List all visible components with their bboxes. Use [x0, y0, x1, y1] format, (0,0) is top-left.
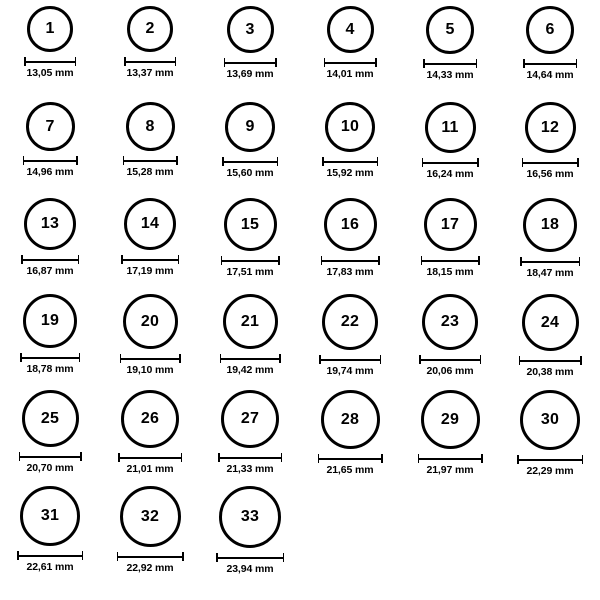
dimension-bar-icon [17, 551, 83, 559]
ring-circle [219, 486, 281, 548]
diameter-dimension [517, 455, 583, 481]
diameter-dimension [24, 57, 76, 83]
ring-circle [221, 390, 279, 448]
diameter-label: 21,97 mm [426, 464, 474, 476]
diameter-dimension [221, 256, 280, 282]
ring-circle [520, 390, 580, 450]
ring-size-cell[interactable] [0, 486, 100, 582]
diameter-label: 23,94 mm [226, 563, 274, 575]
dimension-bar-icon [522, 158, 579, 166]
diameter-label: 15,28 mm [126, 166, 174, 178]
ring-size-cell[interactable] [400, 294, 500, 390]
ring-circle [26, 102, 75, 151]
diameter-label: 13,37 mm [126, 67, 174, 79]
ring-circle [23, 294, 77, 348]
ring-size-cell[interactable] [500, 390, 600, 486]
ring-size-cell[interactable] [0, 102, 100, 198]
ring-size-cell[interactable] [200, 102, 300, 198]
dimension-bar-icon [221, 256, 280, 264]
ring-size-label: 14 [140, 215, 160, 232]
dimension-bar-icon [519, 356, 582, 364]
ring-circle [523, 198, 577, 252]
dimension-bar-icon [121, 255, 179, 263]
diameter-dimension [318, 454, 383, 480]
diameter-label: 19,74 mm [326, 365, 374, 377]
ring-size-cell[interactable] [500, 198, 600, 294]
dimension-bar-icon [120, 354, 181, 362]
dimension-bar-icon [124, 57, 176, 65]
ring-size-cell[interactable] [200, 390, 300, 486]
dimension-bar-icon [224, 58, 277, 66]
ring-size-cell[interactable] [300, 198, 400, 294]
diameter-label: 19,42 mm [226, 364, 274, 376]
dimension-bar-icon [220, 354, 281, 362]
diameter-label: 14,01 mm [326, 68, 374, 80]
diameter-label: 15,92 mm [326, 167, 374, 179]
dimension-bar-icon [421, 256, 480, 264]
ring-size-label: 18 [540, 216, 560, 233]
dimension-bar-icon [520, 257, 580, 265]
dimension-bar-icon [422, 158, 479, 166]
ring-size-label: 13 [40, 215, 60, 232]
diameter-dimension [120, 354, 181, 380]
ring-circle [120, 486, 181, 547]
diameter-dimension [418, 454, 483, 480]
ring-circle [223, 294, 278, 349]
diameter-label: 15,60 mm [226, 167, 274, 179]
diameter-label: 16,56 mm [526, 168, 574, 180]
ring-circle [22, 390, 79, 447]
diameter-label: 18,15 mm [426, 266, 474, 278]
ring-size-label: 11 [441, 118, 459, 136]
dimension-bar-icon [322, 157, 378, 165]
ring-size-cell[interactable] [200, 198, 300, 294]
ring-size-label: 19 [40, 312, 60, 329]
ring-size-label: 30 [540, 411, 560, 428]
ring-size-cell[interactable] [300, 102, 400, 198]
ring-circle [322, 294, 378, 350]
dimension-bar-icon [117, 552, 184, 560]
diameter-label: 16,87 mm [26, 265, 74, 277]
ring-size-label: 7 [45, 117, 55, 135]
diameter-label: 21,01 mm [126, 463, 174, 475]
ring-circle [127, 6, 173, 52]
diameter-dimension [218, 453, 282, 479]
diameter-dimension [222, 157, 278, 183]
ring-size-cell[interactable] [500, 294, 600, 390]
dimension-bar-icon [24, 57, 76, 65]
ring-size-label: 12 [540, 118, 560, 136]
diameter-label: 14,33 mm [426, 69, 474, 81]
ring-size-label: 1 [45, 20, 55, 37]
diameter-dimension [523, 59, 577, 85]
dimension-bar-icon [324, 58, 377, 66]
dimension-bar-icon [419, 355, 481, 363]
ring-circle [126, 102, 175, 151]
dimension-bar-icon [222, 157, 278, 165]
diameter-label: 22,61 mm [26, 561, 74, 573]
diameter-dimension [422, 158, 479, 184]
ring-size-cell[interactable] [300, 390, 400, 486]
dimension-bar-icon [118, 453, 182, 461]
ring-circle [324, 198, 377, 251]
diameter-label: 17,83 mm [326, 266, 374, 278]
dimension-bar-icon [216, 553, 284, 561]
ring-circle [27, 6, 73, 52]
diameter-dimension [421, 256, 480, 282]
ring-size-label: 32 [140, 507, 160, 525]
diameter-label: 22,92 mm [126, 562, 174, 574]
ring-size-label: 17 [440, 215, 460, 233]
ring-circle [327, 6, 374, 53]
diameter-label: 13,69 mm [226, 68, 274, 80]
ring-size-cell[interactable] [100, 102, 200, 198]
diameter-dimension [118, 453, 182, 479]
ring-circle [422, 294, 478, 350]
ring-size-label: 33 [240, 508, 260, 525]
ring-circle [525, 102, 576, 153]
dimension-bar-icon [19, 452, 82, 460]
ring-circle [526, 6, 574, 54]
ring-size-cell[interactable] [0, 6, 100, 102]
ring-size-cell[interactable] [200, 6, 300, 102]
ring-size-label: 6 [545, 21, 555, 38]
ring-size-cell[interactable] [500, 102, 600, 198]
dimension-bar-icon [218, 453, 282, 461]
ring-size-cell[interactable] [200, 486, 300, 582]
ring-size-cell[interactable] [300, 294, 400, 390]
ring-circle [224, 198, 277, 251]
ring-circle [321, 390, 380, 449]
diameter-label: 16,24 mm [426, 168, 474, 180]
ring-size-label: 27 [240, 410, 260, 427]
diameter-label: 21,65 mm [326, 464, 374, 476]
ring-circle [124, 198, 176, 250]
ring-size-label: 23 [440, 313, 460, 330]
ring-size-cell[interactable] [0, 198, 100, 294]
diameter-label: 21,33 mm [226, 463, 274, 475]
ring-size-label: 22 [340, 313, 360, 330]
ring-circle [421, 390, 480, 449]
ring-size-cell[interactable] [300, 6, 400, 102]
diameter-dimension [19, 452, 82, 478]
diameter-label: 18,47 mm [526, 267, 574, 279]
ring-circle [123, 294, 178, 349]
diameter-dimension [17, 551, 83, 577]
ring-size-cell[interactable] [100, 486, 200, 582]
dimension-bar-icon [423, 59, 477, 67]
ring-size-label: 29 [440, 410, 460, 428]
ring-size-cell[interactable] [200, 294, 300, 390]
diameter-dimension [322, 157, 378, 183]
ring-size-cell[interactable] [0, 390, 100, 486]
ring-size-cell[interactable] [400, 6, 500, 102]
diameter-dimension [423, 59, 477, 85]
diameter-label: 20,70 mm [26, 462, 74, 474]
dimension-bar-icon [319, 355, 381, 363]
ring-size-cell[interactable] [100, 390, 200, 486]
ring-size-label: 10 [340, 118, 360, 135]
diameter-label: 13,05 mm [26, 67, 74, 79]
ring-size-cell[interactable] [0, 294, 100, 390]
diameter-dimension [117, 552, 184, 578]
ring-circle [227, 6, 274, 53]
diameter-dimension [519, 356, 582, 382]
ring-size-label: 4 [345, 20, 355, 38]
diameter-dimension [21, 255, 79, 281]
dimension-bar-icon [418, 454, 483, 462]
ring-size-label: 26 [140, 410, 160, 427]
ring-circle [425, 102, 476, 153]
ring-size-cell[interactable] [400, 390, 500, 486]
diameter-dimension [23, 156, 78, 182]
diameter-label: 20,06 mm [426, 365, 474, 377]
diameter-dimension [220, 354, 281, 380]
dimension-bar-icon [321, 256, 380, 264]
diameter-label: 22,29 mm [526, 465, 574, 477]
ring-circle [20, 486, 80, 546]
ring-size-label: 3 [245, 20, 255, 38]
dimension-bar-icon [23, 156, 78, 164]
ring-circle [121, 390, 179, 448]
diameter-dimension [20, 353, 80, 379]
ring-size-cell[interactable] [400, 102, 500, 198]
ring-size-label: 9 [245, 118, 255, 135]
ring-size-label: 28 [340, 410, 360, 428]
diameter-dimension [123, 156, 178, 182]
dimension-bar-icon [318, 454, 383, 462]
ring-circle [426, 6, 474, 54]
diameter-label: 17,51 mm [226, 266, 274, 278]
dimension-bar-icon [523, 59, 577, 67]
ring-size-label: 21 [240, 312, 260, 330]
diameter-dimension [522, 158, 579, 184]
dimension-bar-icon [123, 156, 178, 164]
ring-circle [24, 198, 76, 250]
ring-size-cell[interactable] [100, 294, 200, 390]
ring-size-cell[interactable] [100, 6, 200, 102]
ring-circle [424, 198, 477, 251]
diameter-label: 20,38 mm [526, 366, 574, 378]
ring-size-label: 20 [140, 312, 160, 330]
ring-size-label: 2 [145, 20, 155, 37]
ring-circle [325, 102, 375, 152]
diameter-label: 18,78 mm [26, 363, 74, 375]
diameter-dimension [321, 256, 380, 282]
ring-size-label: 16 [340, 215, 360, 233]
ring-size-label: 8 [145, 117, 155, 135]
ring-size-label: 25 [40, 409, 60, 427]
diameter-label: 14,64 mm [526, 69, 574, 81]
diameter-dimension [319, 355, 381, 381]
ring-size-label: 5 [445, 21, 455, 38]
ring-size-cell[interactable] [400, 198, 500, 294]
dimension-bar-icon [20, 353, 80, 361]
ring-size-label: 15 [240, 215, 260, 233]
diameter-label: 17,19 mm [126, 265, 174, 277]
diameter-dimension [520, 257, 580, 283]
ring-size-cell[interactable] [500, 6, 600, 102]
dimension-bar-icon [21, 255, 79, 263]
ring-size-cell[interactable] [100, 198, 200, 294]
diameter-dimension [216, 553, 284, 579]
ring-size-label: 31 [40, 507, 60, 524]
diameter-dimension [124, 57, 176, 83]
ring-circle [225, 102, 275, 152]
ring-circle [522, 294, 579, 351]
dimension-bar-icon [517, 455, 583, 463]
ring-size-label: 24 [540, 313, 560, 331]
diameter-label: 19,10 mm [126, 364, 174, 376]
diameter-dimension [419, 355, 481, 381]
diameter-dimension [224, 58, 277, 84]
diameter-label: 14,96 mm [26, 166, 74, 178]
diameter-dimension [324, 58, 377, 84]
diameter-dimension [121, 255, 179, 281]
